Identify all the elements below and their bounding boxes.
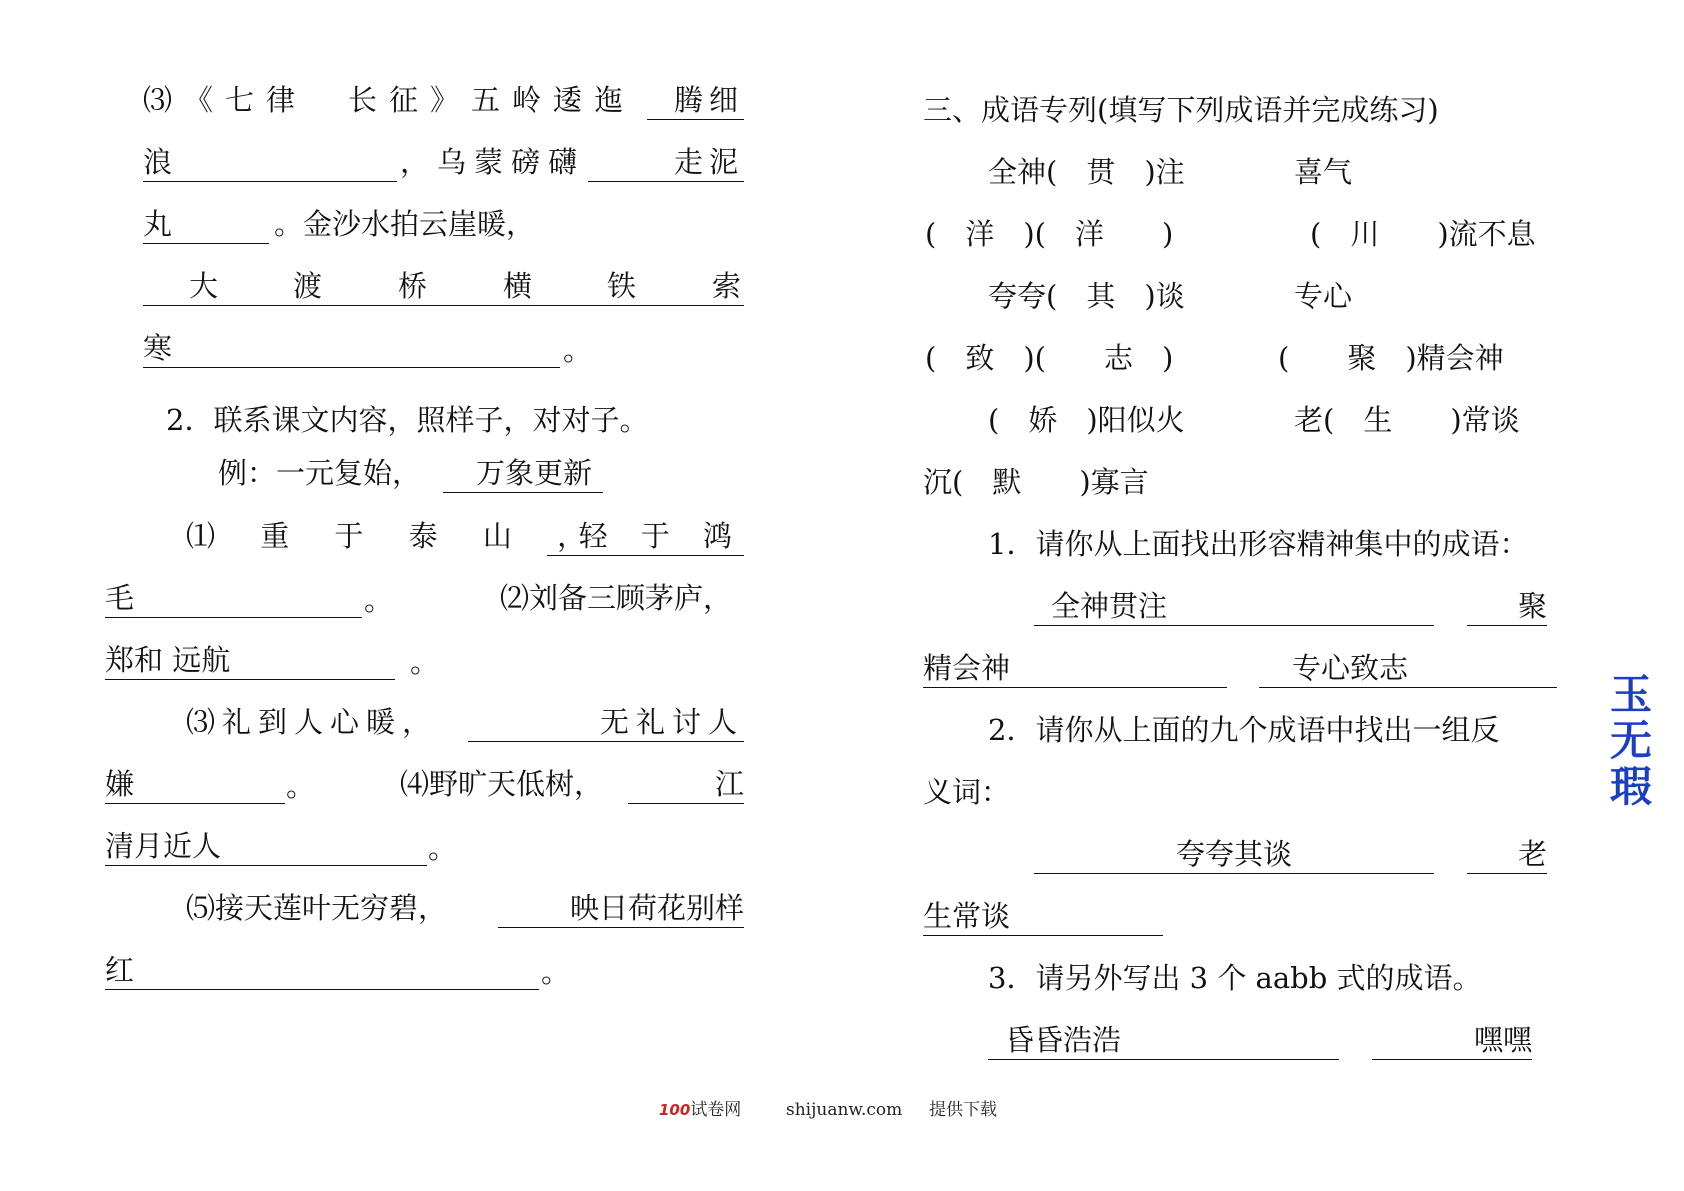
idiom-row2a: ( 洋 )( 洋 ) [925,217,1174,251]
exercise3-text: 3．请另外写出 3 个 aabb 式的成语。 [988,961,1482,995]
pair4-answer: 江 [628,765,744,804]
pair4-answer-cont: 清月近人 [105,827,427,866]
q3-line2-answer: 浪 [143,143,397,182]
q3-line4-char: 索 [712,269,742,303]
pair3-end: 。 [286,769,316,803]
pair4-end: 。 [428,831,458,865]
idiom-row3b: 专心 [1294,279,1353,313]
exercise2-text: 2．请你从上面的九个成语中找出一组反 [988,713,1500,747]
exercise2-text-cont: 义词： [923,775,1011,809]
q3-line4-char: 大 [189,269,219,303]
idiom-row1b: 喜气 [1294,155,1353,189]
example-answer: 万象更新 [443,454,603,493]
exercise3-answer2: 嘿嘿 [1372,1021,1532,1060]
exercise3-answer1: 昏昏浩浩 [988,1021,1339,1060]
pair5-answer-cont: 红 [105,951,539,990]
q3-line5-end: 。 [563,333,593,367]
q3-line3-answer: 丸 [143,205,269,244]
q3-line2-answer2: 走泥 [588,143,744,182]
pair2-answer: 郑和 远航 [105,641,395,680]
exercise1-answer1: 全神贯注 [1034,587,1434,626]
pair3-answer-cont: 嫌 [105,765,285,804]
footer-site-cn: 试卷网 [690,1100,742,1120]
idiom-row4b: ( 聚 )精会神 [1278,341,1504,375]
idiom-row5b: 老( 生 )常谈 [1294,403,1520,437]
pair1-answer: 轻 于 鸿 [547,517,744,556]
idiom-row3a: 夸夸( 其 )谈 [988,279,1185,313]
example-label: 例：一元复始， [218,456,422,490]
q3-line3-text: 。金沙水拍云崖暖， [274,207,536,241]
idiom-row5a: ( 娇 )阳似火 [988,403,1185,437]
pair5-text: ⑸接天莲叶无穷碧， [186,891,448,925]
q3-line4-char: 铁 [607,269,637,303]
q3-line4-char: 横 [503,269,533,303]
pair5-answer: 映日荷花别样 [498,889,744,928]
pair1-text: ⑴ 重 于 泰 山 ， [186,519,605,553]
exercise1-answer3: 专心致志 [1259,649,1557,688]
q2-title: 2．联系课文内容，照样子，对对子。 [166,403,649,437]
q3-line4-char: 渡 [293,269,323,303]
q3-line4-char: 桥 [398,269,428,303]
pair3-text: ⑶礼到人心暖， [186,705,439,739]
exercise2-answer1: 夸夸其谈 [1034,835,1434,874]
pair1-answer-cont: 毛 [105,579,362,618]
pair5-end: 。 [541,955,571,989]
idiom-row6: 沉( 默 )寡言 [923,465,1149,499]
logo-100-icon: 100 [659,1101,691,1119]
exercise2-answer2: 老 [1467,835,1547,874]
pair2-text: ⑵刘备三顾茅庐， [500,581,733,615]
pair3-answer: 无礼讨人 [468,703,744,742]
q3-line5-answer: 寒 [143,329,560,368]
exercise1-text: 1．请你从上面找出形容精神集中的成语： [988,527,1529,561]
idiom-row2b: ( 川 )流不息 [1310,217,1536,251]
q3-line1-answer: 腾细 [647,81,744,120]
idiom-row1a: 全神( 贯 )注 [988,155,1185,189]
stamp-mark: 玉无瑕 [1610,670,1649,811]
footer-provided: 提供下载 [929,1100,997,1120]
idiom-row4a: ( 致 )( 志 ) [925,341,1174,375]
q3-line1-text: ⑶《七律 长征》五岭逶迤 [143,83,636,117]
footer-site-url[interactable]: shijuanw.com [786,1100,903,1120]
pair4-text: ⑷野旷天低树， [400,767,604,801]
pair2-end: 。 [410,645,440,679]
exercise1-answer2: 聚 [1467,587,1547,626]
exercise2-answer2-cont: 生常谈 [923,897,1163,936]
section-title: 三、成语专列(填写下列成语并完成练习) [923,93,1439,127]
pair1-end: 。 [364,583,394,617]
footer-logo [659,1098,741,1122]
q3-line2-text: ，乌蒙磅礴 [400,145,586,179]
q3-line4-answer [143,267,744,306]
exercise1-answer2-cont: 精会神 [923,649,1227,688]
